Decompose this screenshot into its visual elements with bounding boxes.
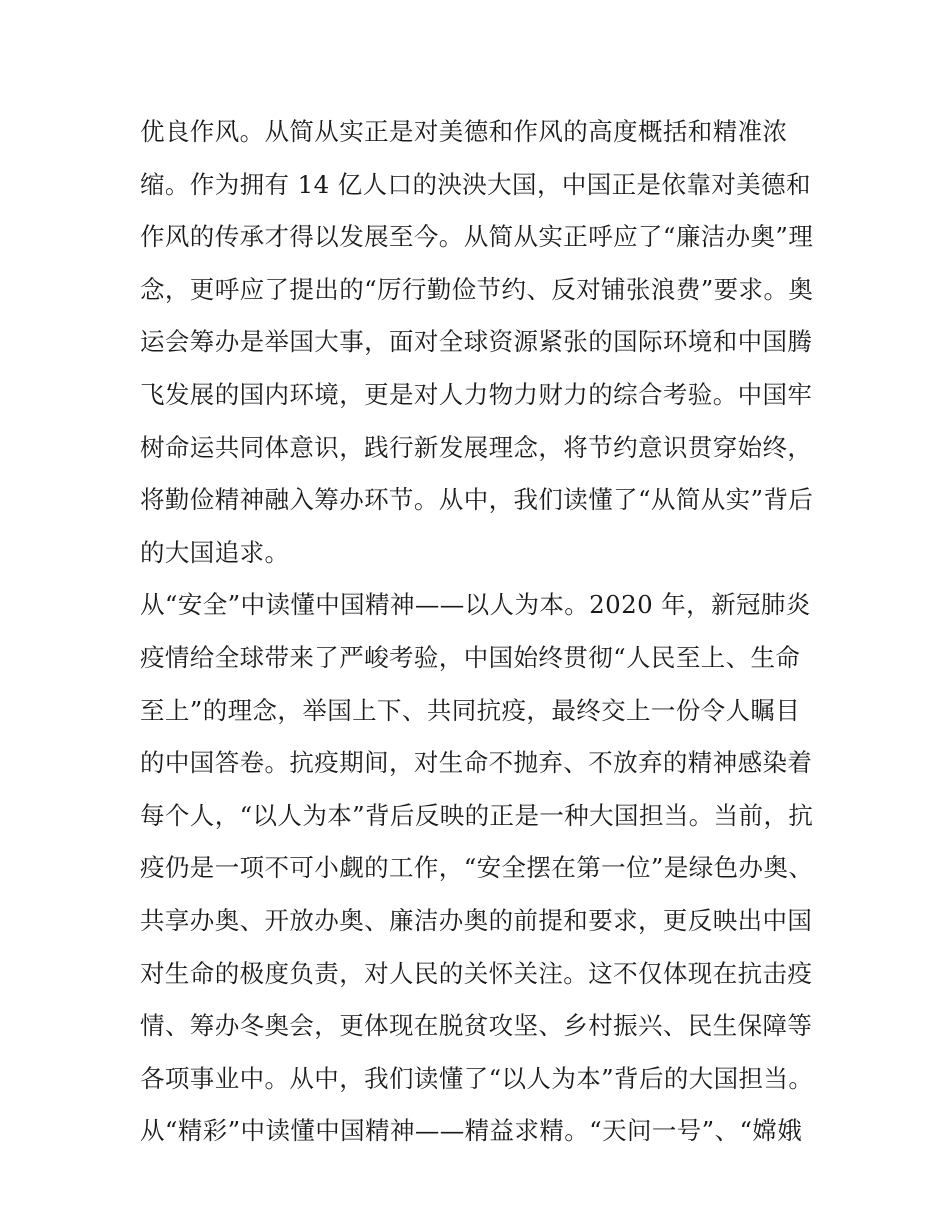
text-line-18: 情、筹办冬奥会，更体现在脱贫攻坚、乡村振兴、民生保障等 (140, 1011, 813, 1041)
text-line-11: 疫情给全球带来了严峻考验，中国始终贯彻“人民至上、生命 (140, 642, 801, 672)
text-line-9: 的大国追求。 (140, 537, 290, 567)
text-line-13: 的中国答卷。抗疫期间，对生命不抛弃、不放弃的精神感染着 (140, 748, 813, 778)
text-line-4: 念，更呼应了提出的“厉行勤俭节约、反对铺张浪费”要求。奥 (140, 274, 814, 304)
text-line-3: 作风的传承才得以发展至今。从简从实正呼应了“廉洁办奥”理 (140, 222, 814, 252)
text-line-1: 优良作风。从简从实正是对美德和作风的高度概括和精准浓 (140, 117, 788, 146)
text-line-17: 对生命的极度负责，对人民的关怀关注。这不仅体现在抗击疫 (140, 958, 813, 988)
text-line-2: 缩。作为拥有 14 亿人口的泱泱大国，中国正是依靠对美德和 (140, 169, 811, 199)
body-text (140, 106, 820, 1158)
text-line-12: 至上”的理念，举国上下、共同抗疫，最终交上一份令人瞩目 (140, 695, 801, 725)
text-line-6: 飞发展的国内环境，更是对人力物力财力的综合考验。中国牢 (140, 379, 813, 409)
text-line-7: 树命运共同体意识，践行新发展理念，将节约意识贯穿始终， (140, 432, 813, 462)
text-line-16: 共享办奥、开放办奥、廉洁办奥的前提和要求，更反映出中国 (140, 905, 813, 935)
text-line-20: 从“精彩”中读懂中国精神——精益求精。“天问一号”、“嫦娥 (140, 1116, 803, 1146)
text-line-15: 疫仍是一项不可小觑的工作，“安全摆在第一位”是绿色办奥、 (140, 853, 814, 883)
text-line-5: 运会筹办是举国大事，面对全球资源紧张的国际环境和中国腾 (140, 327, 813, 357)
text-line-19: 各项事业中。从中，我们读懂了“以人为本”背后的大国担当。 (140, 1063, 814, 1093)
text-line-8: 将勤俭精神融入筹办环节。从中，我们读懂了“从简从实”背后 (140, 485, 814, 515)
text-line-10: 从“安全”中读懂中国精神——以人为本。2020 年，新冠肺炎 (140, 590, 811, 620)
text-line-14: 每个人，“以人为本”背后反映的正是一种大国担当。当前，抗 (140, 800, 814, 830)
